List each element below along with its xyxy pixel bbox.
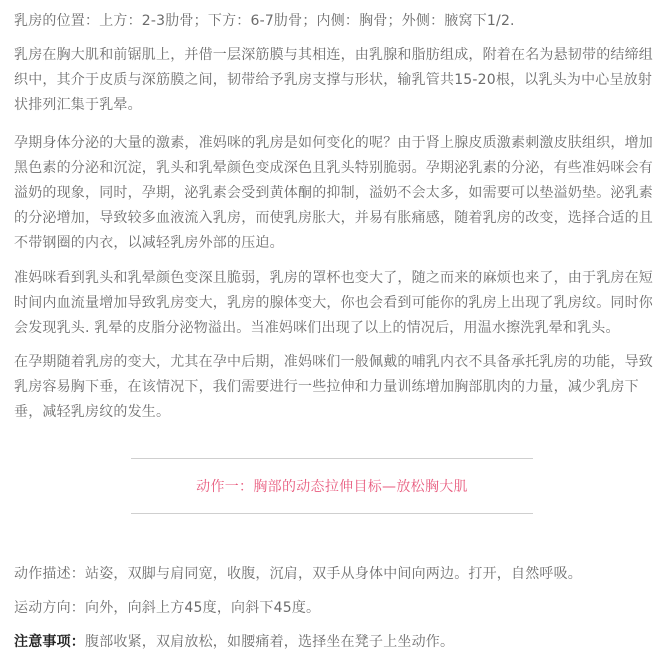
breast-anatomy-paragraph: 乳房在胸大肌和前锯肌上，并借一层深筋膜与其相连，由乳腺和脂肪组成，附着在名为悬韧带的结缔组织中，其介于皮质与深筋膜之间，韧带给予乳房支撑与形状，输乳管共15-20根，以乳头为中心呈放射状排列汇集于乳晕。 [14, 47, 653, 113]
note-label: 注意事项： [14, 634, 85, 650]
sagging-prevention-paragraph: 在孕期随着乳房的变大，尤其在孕中后期，准妈咪们一般佩戴的哺乳内衣不具备承托乳房的功能，导致乳房容易胸下垂，在该情况下，我们需要进行一些拉伸和力量训练增加胸部肌肉的力量，减少乳房下垂，减轻乳房纹的发生。 [14, 354, 653, 420]
exercise-direction: 运动方向：向外，向斜上方45度，向斜下45度。 [14, 600, 321, 616]
section-title: 动作一：胸部的动态拉伸目标—放松胸大肌 [196, 479, 468, 495]
note-text: 腹部收紧，双肩放松，如腰痛着，选择坐在凳子上坐动作。 [85, 634, 455, 650]
exercise-note [14, 630, 658, 655]
breast-position-paragraph: 乳房的位置：上方：2-3肋骨；下方：6-7肋骨；内侧：胸骨；外侧：腋窝下1/2. [14, 13, 515, 29]
exercise-description: 动作描述：站姿，双脚与肩同宽，收腹，沉肩，双手从身体中间向两边。打开，自然呼吸。 [14, 566, 582, 582]
nipple-care-paragraph: 准妈咪看到乳头和乳晕颜色变深且脆弱，乳房的罩杯也变大了，随之而来的麻烦也来了，由于乳房在短时间内血流量增加导致乳房变大，乳房的腺体变大，你也会看到可能你的乳房上出现了乳房纹。同时你会发现乳头. 乳晕的皮脂分泌物溢出。当准妈咪们出现了以上的情况后，用温水擦洗乳晕和乳头。 [14, 270, 653, 336]
pregnancy-hormones-paragraph: 孕期身体分泌的大量的激素，准妈咪的乳房是如何变化的呢？由于肾上腺皮质激素刺激皮肤组织，增加黑色素的分泌和沉淀，乳头和乳晕颜色变成深色且乳头特别脆弱。孕期泌乳素的分泌，有些准妈咪会有溢奶的现象，同时，孕期，泌乳素会受到黄体酮的抑制，溢奶不会太多，如需要可以垫溢奶垫。泌乳素的分泌增加，导致较多血液流入乳房，而使乳房胀大，并易有胀痛感，随着乳房的改变，选择合适的且不带钢圈的内衣，以减轻乳房外部的压迫。 [14, 135, 653, 251]
section-heading-box [131, 458, 533, 514]
